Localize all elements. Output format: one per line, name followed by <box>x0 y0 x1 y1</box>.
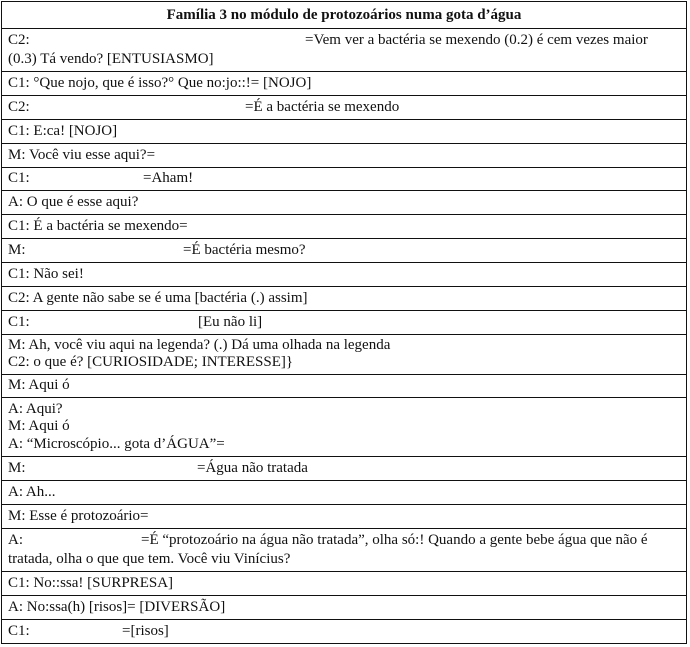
divider <box>2 456 686 457</box>
divider <box>2 214 686 215</box>
utterance-line: C1: Não sei! <box>8 266 84 282</box>
divider <box>2 95 686 96</box>
utterance-text: =É “protozoário na água não tratada”, olha só:! Quando a gente bebe água que não é <box>141 532 648 548</box>
utterance-text: =É bactéria mesmo? <box>183 242 306 258</box>
divider <box>2 374 686 375</box>
speaker-label: C1: <box>8 623 30 639</box>
divider <box>2 262 686 263</box>
divider <box>2 286 686 287</box>
speaker-label: A: <box>8 532 23 548</box>
divider <box>2 71 686 72</box>
utterance-line: C2: o que é? [CURIOSIDADE; INTERESSE]} <box>8 354 294 370</box>
speaker-label: C1: <box>8 170 30 186</box>
utterance-line: C2: A gente não sabe se é uma [bactéria (.) assim] <box>8 290 308 306</box>
divider <box>2 119 686 120</box>
utterance-text: [Eu não li] <box>198 314 263 330</box>
divider <box>2 238 686 239</box>
speaker-label: C2: <box>8 32 30 48</box>
divider <box>2 595 686 596</box>
utterance-continuation: (0.3) Tá vendo? [ENTUSIASMO] <box>8 51 214 67</box>
utterance-line: M: Esse é protozoário= <box>8 508 149 524</box>
utterance-line: M: Aqui ó <box>8 377 70 393</box>
utterance-text: =Aham! <box>143 170 194 186</box>
speaker-label: C1: <box>8 314 30 330</box>
divider <box>2 28 686 29</box>
speaker-label: M: <box>8 460 26 476</box>
divider <box>2 397 686 398</box>
divider <box>2 143 686 144</box>
utterance-line: C1: E:ca! [NOJO] <box>8 123 118 139</box>
speaker-label: C2: <box>8 99 30 115</box>
utterance-line: A: No:ssa(h) [risos]= [DIVERSÃO] <box>8 599 226 615</box>
utterance-line: A: “Microscópio... gota d’ÁGUA”= <box>8 436 225 452</box>
divider <box>2 480 686 481</box>
utterance-line: A: O que é esse aqui? <box>8 194 139 210</box>
divider <box>2 619 686 620</box>
utterance-text: =É a bactéria se mexendo <box>245 99 400 115</box>
speaker-label: M: <box>8 242 26 258</box>
utterance-line: M: Você viu esse aqui?= <box>8 147 156 163</box>
utterance-line: M: Ah, você viu aqui na legenda? (.) Dá uma olhada na legenda <box>8 337 391 353</box>
utterance-line: C1: É a bactéria se mexendo= <box>8 218 188 234</box>
divider <box>2 571 686 572</box>
utterance-continuation: tratada, olha o que que tem. Você viu Vinícius? <box>8 551 291 567</box>
table-title: Família 3 no módulo de protozoários numa gota d’água <box>166 7 522 23</box>
utterance-text: =Vem ver a bactéria se mexendo (0.2) é cem vezes maior <box>305 32 648 48</box>
utterance-text: =Água não tratada <box>197 460 308 476</box>
utterance-line: C1: °Que nojo, que é isso?° Que no:jo::!= [NOJO] <box>8 75 312 91</box>
utterance-line: M: Aqui ó <box>8 418 70 434</box>
utterance-line: C1: No::ssa! [SURPRESA] <box>8 575 174 591</box>
divider <box>2 167 686 168</box>
utterance-line: A: Aqui? <box>8 401 63 417</box>
divider <box>2 310 686 311</box>
divider <box>2 334 686 335</box>
transcript-table <box>1 1 687 644</box>
divider <box>2 528 686 529</box>
divider <box>2 190 686 191</box>
divider <box>2 504 686 505</box>
utterance-line: A: Ah... <box>8 484 56 500</box>
utterance-text: =[risos] <box>122 623 169 639</box>
